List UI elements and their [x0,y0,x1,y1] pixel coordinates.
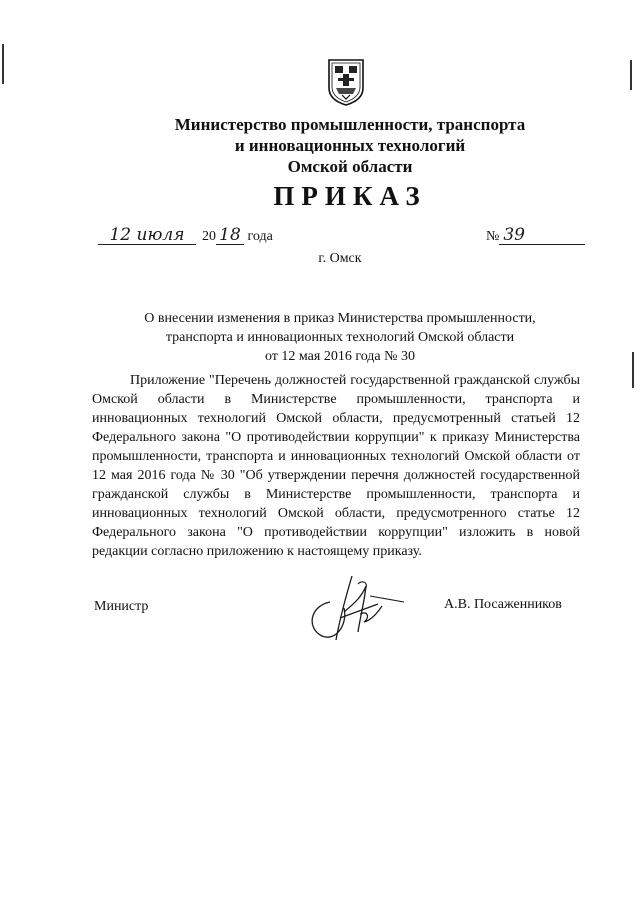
coat-of-arms-icon [326,58,366,106]
order-city: г. Омск [318,251,362,266]
ministry-header [150,114,550,177]
signatory-title: Министр [94,599,149,614]
order-year-prefix: 20 [202,229,216,244]
order-number-value: 39 [499,226,585,245]
order-subject [110,309,570,366]
order-year-suffix: 18 [216,226,244,245]
subject-line-1: О внесении изменения в приказ Министерства промышленности, [144,311,536,326]
order-date [98,226,273,245]
handwritten-signature [300,566,410,648]
subject-line-3: от 12 мая 2016 года № 30 [264,349,416,364]
order-day-month: 12 июля [98,226,196,245]
subject-line-2: транспорта и инновационных технологий Омской области [165,330,515,345]
signatory-name: А.В. Посаженников [444,597,562,612]
order-number [486,226,585,245]
scan-mark-left [2,44,4,84]
order-body-paragraph: Приложение "Перечень должностей государственной гражданской службы Омской области в Министерстве промышленности, транспорта и инновационных технологий Омской области, предусмотренный статьей 12 Федерального закона "О противодействии коррупции" к приказу Министерства промышленности, транспорта и инновационных технологий Омской области от 12 мая 2016 года № 30 "Об утверждении перечня должностей государственной гражданской службы в Министерстве промышленности, транспорта и инновационных технологий Омской области, предусмотренного статье 12 Федерального закона "О противодействии коррупции" изложить в новой редакции согласно приложению к настоящему приказу. [92,373,580,559]
ministry-line-3: Омской области [287,157,413,176]
ministry-line-1: Министерство промышленности, транспорта [174,115,526,134]
scan-mark-right-top [630,60,632,90]
scan-mark-right-mid [632,352,634,388]
order-year-word: года [247,229,273,244]
document-title: ПРИКАЗ [273,181,427,211]
number-sign: № [486,229,500,244]
ministry-line-2: и инновационных технологий [234,136,466,155]
